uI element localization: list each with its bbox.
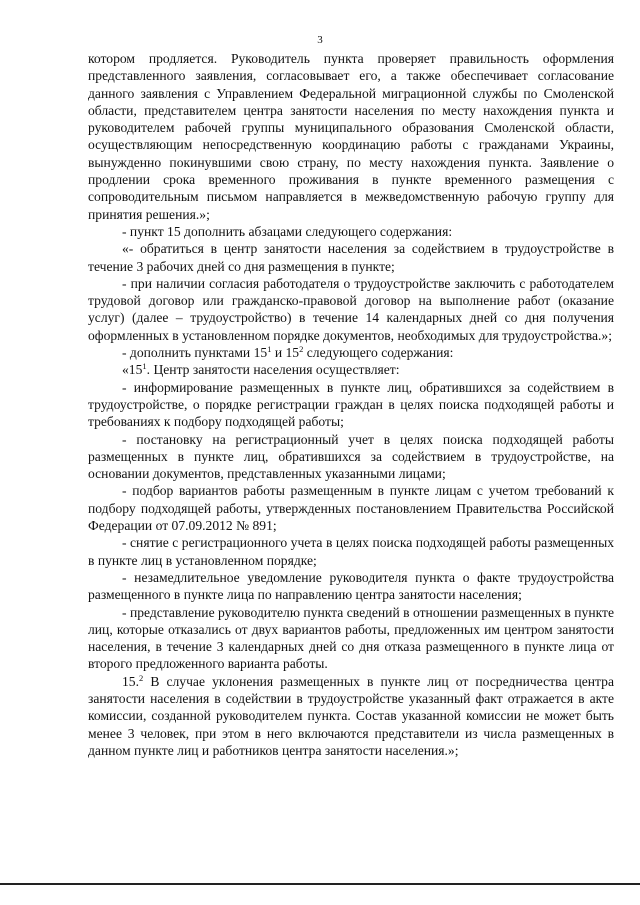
text: и 15 [271, 345, 300, 361]
paragraph: котором продляется. Руководитель пункта проверяет правильность оформления представленного заявления, согласовывает его, а также обеспечивает согласование данного заявления с Управлением Федеральной миграционной службы по Смоленской области, представителем центра занятости населения по месту нахождения пункта и руководителем рабочей группы муниципального образования Смоленской области, осуществляющим непосредственную координацию работы с гражданами Украины, вынужденно покинувшими свою страну, по месту нахождения пункта. Заявление о продлении срока временного проживания в пункте временного размещения с сопроводительным письмом направляется в межведомственную рабочую группу для принятия решения.»; [88, 51, 614, 222]
paragraph [88, 344, 614, 361]
paragraph: - снятие с регистрационного учета в целях поиска подходящей работы размещенных в пункте лиц в установленном порядке; [88, 535, 614, 568]
text: 15. [122, 673, 139, 689]
text: . Центр занятости населения осуществляет: [146, 362, 400, 378]
superscript: 2 [139, 672, 144, 683]
page-number: 3 [317, 34, 323, 46]
superscript: 1 [142, 361, 147, 372]
document-body [88, 50, 614, 759]
paragraph: - постановку на регистрационный учет в целях поиска подходящей работы размещенных в пункте лиц, обратившихся за содействием в трудоустройстве, на основании документов, представленных указанными лицами; [88, 431, 614, 482]
paragraph: - представление руководителю пункта сведений в отношении размещенных в пункте лиц, которые отказались от двух вариантов работы, предложенных им центром занятости населения, в течение 3 календарных дней со дня отказа размещенного в пункте лица от второго предложенного варианта работы. [88, 604, 614, 672]
paragraph: - пункт 15 дополнить абзацами следующего содержания: [122, 223, 453, 239]
paragraph: «- обратиться в центр занятости населения за содействием в трудоустройстве в течение 3 рабочих дней со дня размещения в пункте; [88, 241, 614, 274]
text: - дополнить пунктами 15 [122, 345, 268, 361]
scan-edge-line [0, 883, 640, 885]
paragraph: - подбор вариантов работы размещенным в пункте лицам с учетом требований к подбору подходящей работы, утвержденных постановлением Правительства Российской Федерации от 07.09.2012 № 891; [88, 483, 614, 534]
paragraph: - при наличии согласия работодателя о трудоустройстве заключить с работодателем трудовой договор или гражданско-правовой договор на выполнение работ (оказание услуг) (далее – трудоустройство) в течение 14 календарных дней со дня получения оформленных в установленном порядке документов, необходимых для трудоустройства.»; [88, 275, 614, 343]
superscript: 2 [299, 344, 304, 355]
paragraph: - информирование размещенных в пункте лиц, обратившихся за содействием в трудоустройстве, о порядке регистрации граждан в целях поиска подходящей работы и требованиях к подбору подходящей работы; [88, 379, 614, 430]
paragraph [88, 673, 614, 759]
paragraph [88, 361, 614, 378]
paragraph: - незамедлительное уведомление руководителя пункта о факте трудоустройства размещенного в пункте лица по направлению центра занятости населения; [88, 569, 614, 603]
text: В случае уклонения размещенных в пункте лиц от посредничества центра занятости населения в содействии в трудоустройстве указанный факт отражается в акте комиссии, созданной руководителем пункта. Состав указанной комиссии не может быть менее 3 человек, при этом в него включаются представители из числа размещенных в данном пункте лиц и работников центра занятости населения.»; [88, 673, 614, 758]
text: следующего содержания: [303, 345, 454, 361]
superscript: 1 [267, 344, 272, 355]
text: «15 [122, 362, 143, 378]
